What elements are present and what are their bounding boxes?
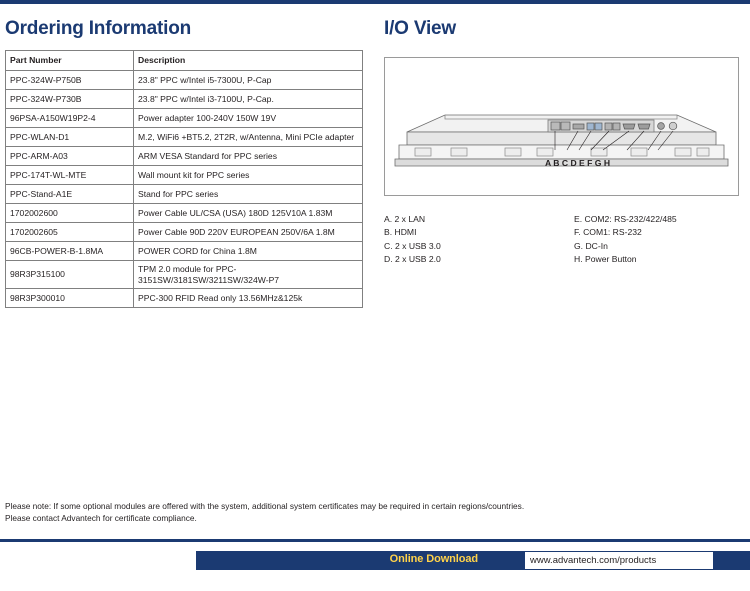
ordering-table xyxy=(5,50,363,308)
table-row xyxy=(6,289,363,308)
io-legend-column-right xyxy=(574,213,734,266)
io-panel-drawing xyxy=(385,58,738,195)
table-row xyxy=(6,185,363,204)
cell-part-number: 1702002600 xyxy=(6,204,134,223)
legend-item-d: D. 2 x USB 2.0 xyxy=(384,253,441,264)
cell-part-number: 96PSA-A150W19P2-4 xyxy=(6,109,134,128)
legend-item-c: C. 2 x USB 3.0 xyxy=(384,240,441,251)
table-row xyxy=(6,261,363,289)
legend-item-b: B. HDMI xyxy=(384,227,417,238)
table-row xyxy=(6,71,363,90)
table-row xyxy=(6,147,363,166)
io-legend xyxy=(384,213,740,266)
cell-description: PPC-300 RFID Read only 13.56MHz&125k xyxy=(134,289,363,308)
footer-rule xyxy=(0,539,750,542)
page-title-io-view: I/O View xyxy=(384,18,456,39)
legend-item-h: H. Power Button xyxy=(574,253,637,264)
table-header-row xyxy=(6,51,363,71)
cell-part-number: 98R3P315100 xyxy=(6,261,134,289)
table-row xyxy=(6,109,363,128)
cell-description: Wall mount kit for PPC series xyxy=(134,166,363,185)
io-view-diagram xyxy=(384,57,739,196)
legend-item-g: G. DC-In xyxy=(574,240,608,251)
io-callout-letters: A B C D E F G H xyxy=(545,158,611,168)
footer-url-text[interactable]: www.advantech.com/products xyxy=(530,555,657,566)
cell-description: Power Cable UL/CSA (USA) 180D 125V10A 1.83M xyxy=(134,204,363,223)
table-row xyxy=(6,166,363,185)
online-download-label: Online Download xyxy=(389,553,478,565)
cell-part-number: PPC-174T-WL-MTE xyxy=(6,166,134,185)
table-row xyxy=(6,242,363,261)
cell-part-number: 96CB-POWER-B-1.8MA xyxy=(6,242,134,261)
cell-part-number: PPC-324W-P730B xyxy=(6,90,134,109)
cell-description: Stand for PPC series xyxy=(134,185,363,204)
column-header-description: Description xyxy=(134,51,363,71)
cell-description: Power Cable 90D 220V EUROPEAN 250V/6A 1.8M xyxy=(134,223,363,242)
cell-description: Power adapter 100-240V 150W 19V xyxy=(134,109,363,128)
ordering-information-section xyxy=(5,18,365,308)
legend-item-a: A. 2 x LAN xyxy=(384,214,426,224)
compliance-note xyxy=(5,500,524,524)
cell-part-number: 98R3P300010 xyxy=(6,289,134,308)
top-rule-inner xyxy=(0,4,750,5)
table-row xyxy=(6,204,363,223)
cell-description: POWER CORD for China 1.8M xyxy=(134,242,363,261)
cell-part-number: 1702002605 xyxy=(6,223,134,242)
note-line-2: Please contact Advantech for certificate compliance. xyxy=(5,513,197,524)
cell-description: 23.8" PPC w/Intel i5-7300U, P-Cap xyxy=(134,71,363,90)
cell-part-number: PPC-Stand-A1E xyxy=(6,185,134,204)
page-title-ordering: Ordering Information xyxy=(5,18,192,39)
note-line-1: Please note: If some optional modules are offered with the system, additional system certificates may be required in certain regions/countries. xyxy=(5,501,525,511)
cell-description: TPM 2.0 module for PPC-3151SW/3181SW/3211SW/324W-P7 xyxy=(134,261,363,289)
cell-description: 23.8" PPC w/Intel i3-7100U, P-Cap. xyxy=(134,90,363,109)
io-legend-column-left xyxy=(384,213,574,266)
legend-item-e: E. COM2: RS-232/422/485 xyxy=(574,214,677,224)
cell-part-number: PPC-WLAN-D1 xyxy=(6,128,134,147)
table-row xyxy=(6,128,363,147)
cell-part-number: PPC-324W-P750B xyxy=(6,71,134,90)
io-view-section xyxy=(384,18,744,40)
cell-description: ARM VESA Standard for PPC series xyxy=(134,147,363,166)
legend-item-f: F. COM1: RS-232 xyxy=(574,227,642,238)
cell-description: M.2, WiFi6 +BT5.2, 2T2R, w/Antenna, Mini PCIe adapter xyxy=(134,128,363,147)
table-row xyxy=(6,90,363,109)
column-header-part-number: Part Number xyxy=(6,51,134,71)
cell-part-number: PPC-ARM-A03 xyxy=(6,147,134,166)
table-row xyxy=(6,223,363,242)
